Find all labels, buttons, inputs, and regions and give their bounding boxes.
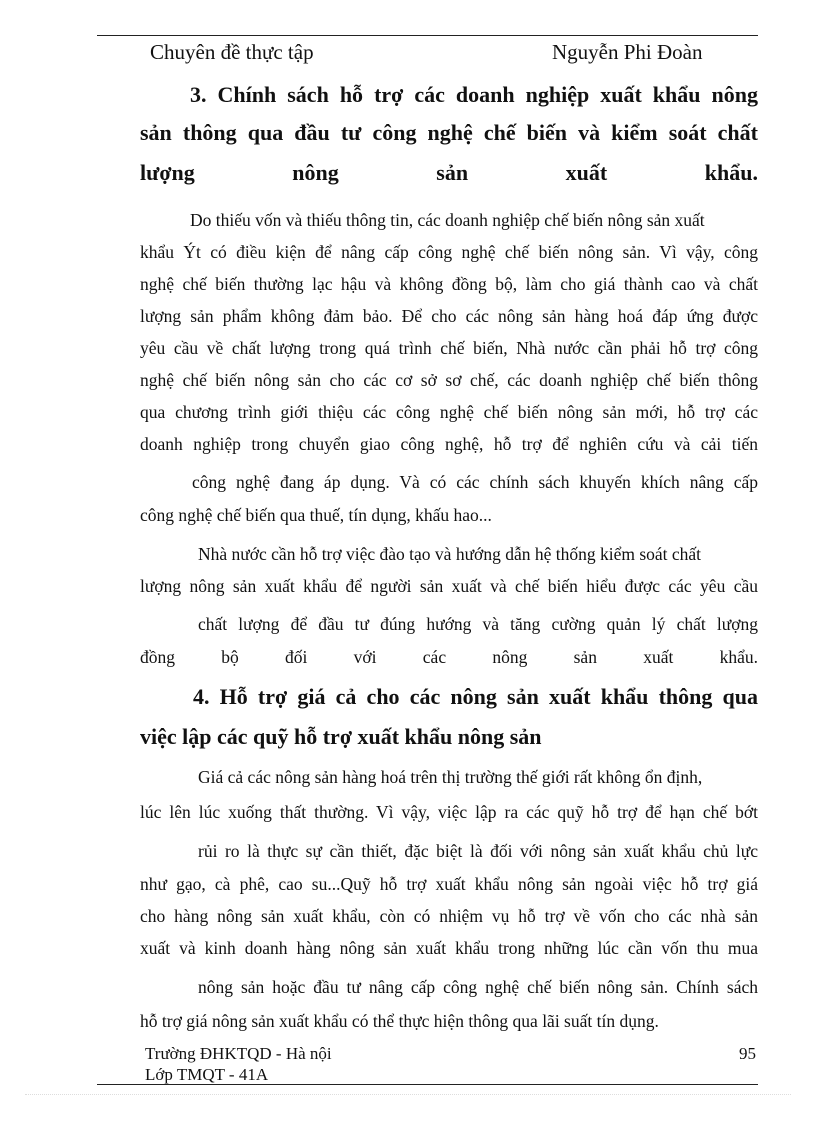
section3-heading-line: sản thông qua đầu tư công nghệ chế biến và kiểm soát chất (140, 120, 758, 145)
section3-paragraph2-line: chất lượng để đầu tư đúng hướng và tăng cường quản lý chất lượng (198, 614, 758, 634)
section3-paragraph1-line: doanh nghiệp trong chuyển giao công nghệ, hỗ trợ để nghiên cứu và cải tiến (140, 434, 758, 454)
section4-paragraph1-line: Giá cả các nông sản hàng hoá trên thị trường thế giới rất không ổn định, (198, 767, 703, 787)
section4-paragraph1-line: rủi ro là thực sự cần thiết, đặc biệt là đối với nông sản xuất khẩu chủ lực (198, 841, 758, 861)
section3-paragraph1-line: qua chương trình giới thiệu các công nghệ chế biến nông sản mới, hỗ trợ các (140, 402, 758, 422)
footer-class: Lớp TMQT - 41A (145, 1065, 269, 1084)
section4-paragraph1-line: hỗ trợ giá nông sản xuất khẩu có thể thực hiện thông qua lãi suất tín dụng. (140, 1011, 659, 1031)
footer-page-number: 95 (739, 1044, 756, 1063)
section4-paragraph1-line: lúc lên lúc xuống thất thường. Vì vậy, việc lập ra các quỹ hỗ trợ để hạn chế bớt (140, 802, 758, 822)
section3-paragraph1-line: nghệ chế biến thường lạc hậu và không đồng bộ, làm cho giá thành cao và chất (140, 274, 758, 294)
section3-paragraph1-line: yêu cầu về chất lượng trong quá trình chế biến, Nhà nước cần phải hỗ trợ công (140, 338, 758, 358)
footer-school: Trường ĐHKTQD - Hà nội (145, 1044, 332, 1063)
section3-paragraph1-line: nghệ chế biến nông sản cho các cơ sở sơ chế, các doanh nghiệp chế biến thông (140, 370, 758, 390)
section4-paragraph1-line: cho hàng nông sản xuất khẩu, còn có nhiệm vụ hỗ trợ về vốn cho các nhà sản (140, 906, 758, 926)
section3-paragraph1-line: khẩu Ýt có điều kiện để nâng cấp công nghệ chế biến nông sản. Vì vậy, công (140, 242, 758, 262)
footer-rule (97, 1084, 758, 1085)
section4-heading-line: việc lập các quỹ hỗ trợ xuất khẩu nông sản (140, 724, 542, 749)
header-author: Nguyễn Phi Đoàn (552, 40, 703, 64)
page-bottom-divider (25, 1094, 791, 1095)
section4-paragraph1-line: nông sản hoặc đầu tư nâng cấp công nghệ chế biến nông sản. Chính sách (198, 977, 758, 997)
header-course-title: Chuyên đề thực tập (150, 40, 314, 64)
header-rule (97, 35, 758, 36)
section3-paragraph2-line: đồng bộ đối với các nông sản xuất khẩu. (140, 647, 758, 667)
section4-paragraph1-line: xuất và kinh doanh hàng nông sản xuất khẩu trong những lúc cần vốn thu mua (140, 938, 758, 958)
section3-paragraph1-line: công nghệ chế biến qua thuế, tín dụng, khấu hao... (140, 505, 492, 525)
section3-paragraph2-line: Nhà nước cần hỗ trợ việc đào tạo và hướng dẫn hệ thống kiểm soát chất (198, 544, 702, 564)
section3-paragraph1-line: công nghệ đang áp dụng. Và có các chính sách khuyến khích nâng cấp (192, 472, 758, 492)
section3-heading-line: lượng nông sản xuất khẩu. (140, 160, 758, 185)
section4-heading-line: 4. Hỗ trợ giá cả cho các nông sản xuất khẩu thông qua (193, 684, 758, 709)
section3-paragraph2-line: lượng nông sản xuất khẩu để người sản xuất và chế biến hiểu được các yêu cầu (140, 576, 758, 596)
section4-paragraph1-line: như gạo, cà phê, cao su...Quỹ hỗ trợ xuất khẩu nông sản ngoài việc hỗ trợ giá (140, 874, 758, 894)
section3-heading-line: 3. Chính sách hỗ trợ các doanh nghiệp xuất khẩu nông (190, 82, 758, 107)
section3-paragraph1-line: Do thiếu vốn và thiếu thông tin, các doanh nghiệp chế biến nông sản xuất (190, 210, 705, 230)
section3-paragraph1-line: lượng sản phẩm không đảm bảo. Để cho các nông sản hàng hoá đáp ứng được (140, 306, 758, 326)
